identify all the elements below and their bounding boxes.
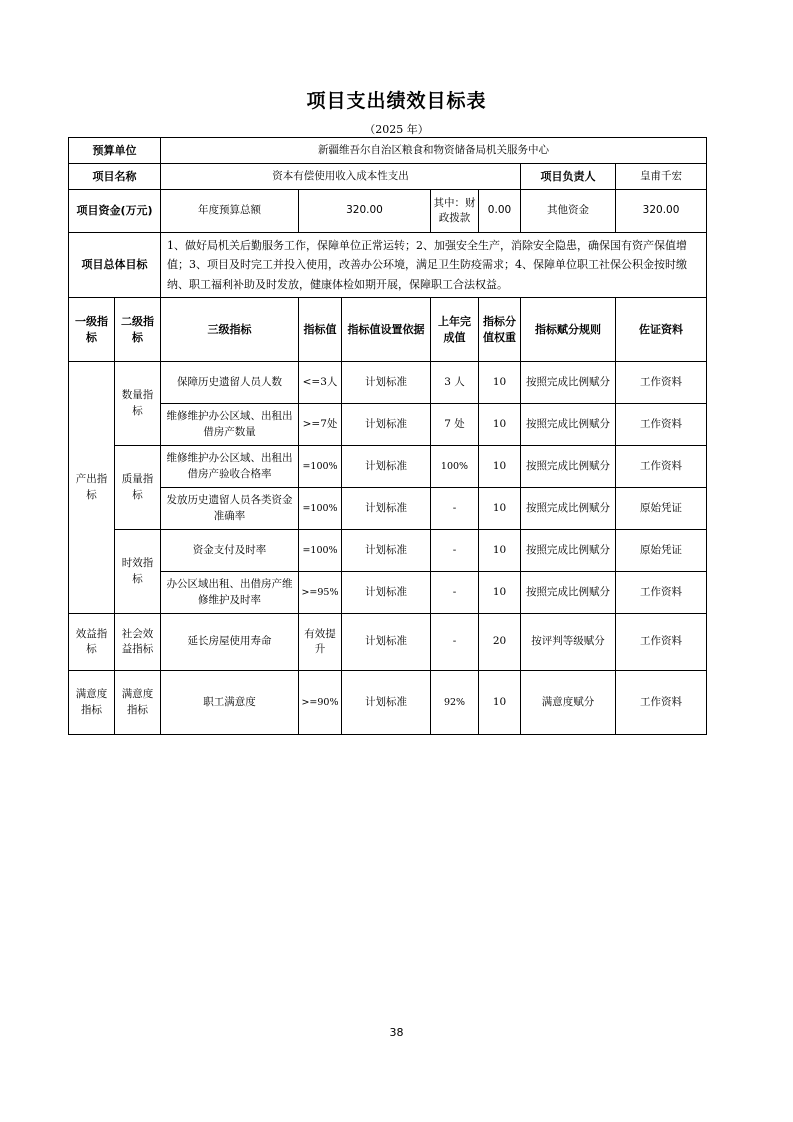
column-header-row xyxy=(69,298,707,362)
budget-unit-row xyxy=(69,138,707,164)
row-evidence: 工作资料 xyxy=(616,446,707,488)
row-basis: 计划标准 xyxy=(342,362,431,404)
fiscal-allocation-value: 0.00 xyxy=(479,190,521,233)
group-timeliness: 时效指标 xyxy=(115,530,161,614)
row-last-year: 100% xyxy=(431,446,479,488)
year-label: （2025 年） xyxy=(364,123,429,136)
other-funds-label: 其他资金 xyxy=(521,190,616,233)
row-basis: 计划标准 xyxy=(342,488,431,530)
budget-unit-label: 预算单位 xyxy=(69,138,161,164)
row-value: =100% xyxy=(299,530,342,572)
group-social-benefit: 社会效益指标 xyxy=(115,614,161,671)
project-name-label: 项目名称 xyxy=(69,164,161,190)
table-row xyxy=(69,404,707,446)
row-indicator: 延长房屋使用寿命 xyxy=(161,614,299,671)
row-basis: 计划标准 xyxy=(342,404,431,446)
page-title: 项目支出绩效目标表 xyxy=(306,90,487,112)
row-basis: 计划标准 xyxy=(342,572,431,614)
table-row xyxy=(69,362,707,404)
col-evidence: 佐证资料 xyxy=(616,298,707,362)
row-indicator: 维修维护办公区域、出租出借房产验收合格率 xyxy=(161,446,299,488)
table-row xyxy=(69,572,707,614)
row-weight: 10 xyxy=(479,404,521,446)
performance-table xyxy=(68,137,707,735)
overall-goal-label: 项目总体目标 xyxy=(69,233,161,298)
col-value: 指标值 xyxy=(299,298,342,362)
row-basis: 计划标准 xyxy=(342,446,431,488)
annual-budget-value: 320.00 xyxy=(299,190,431,233)
row-value: 有效提升 xyxy=(299,614,342,671)
group-satisfaction: 满意度指标 xyxy=(69,671,115,735)
row-rule: 满意度赋分 xyxy=(521,671,616,735)
page-number: 38 xyxy=(389,1026,404,1039)
row-value: =100% xyxy=(299,488,342,530)
row-evidence: 工作资料 xyxy=(616,671,707,735)
overall-goal-text: 1、做好局机关后勤服务工作，保障单位正常运转；2、加强安全生产，消除安全隐患，确保国有资产保值增值；3、项目及时完工并投入使用，改善办公环境，满足卫生防疫需求；4、保障单位职工社保公积金按时缴纳、职工福利补助及时发放，健康体检如期开展，保障职工合法权益。 xyxy=(161,233,707,298)
budget-unit-value: 新疆维吾尔自治区粮食和物资储备局机关服务中心 xyxy=(161,138,707,164)
table-row xyxy=(69,671,707,735)
col-level1: 一级指标 xyxy=(69,298,115,362)
responsible-label: 项目负责人 xyxy=(521,164,616,190)
row-indicator: 职工满意度 xyxy=(161,671,299,735)
other-funds-value: 320.00 xyxy=(616,190,707,233)
row-last-year: 92% xyxy=(431,671,479,735)
overall-goal-row xyxy=(69,233,707,298)
project-name-value: 资本有偿使用收入成本性支出 xyxy=(161,164,521,190)
col-basis: 指标值设置依据 xyxy=(342,298,431,362)
project-funds-row xyxy=(69,190,707,233)
row-evidence: 原始凭证 xyxy=(616,488,707,530)
table-row xyxy=(69,446,707,488)
row-last-year: - xyxy=(431,530,479,572)
row-weight: 10 xyxy=(479,572,521,614)
row-weight: 10 xyxy=(479,671,521,735)
row-value: =100% xyxy=(299,446,342,488)
row-indicator: 办公区域出租、出借房产维修维护及时率 xyxy=(161,572,299,614)
row-evidence: 原始凭证 xyxy=(616,530,707,572)
row-value: >=90% xyxy=(299,671,342,735)
responsible-value: 皇甫千宏 xyxy=(616,164,707,190)
col-last-year: 上年完成值 xyxy=(431,298,479,362)
row-evidence: 工作资料 xyxy=(616,614,707,671)
row-weight: 10 xyxy=(479,488,521,530)
row-indicator: 发放历史遗留人员各类资金准确率 xyxy=(161,488,299,530)
col-level3: 三级指标 xyxy=(161,298,299,362)
row-last-year: - xyxy=(431,572,479,614)
col-weight: 指标分值权重 xyxy=(479,298,521,362)
row-last-year: 3 人 xyxy=(431,362,479,404)
row-value: >=95% xyxy=(299,572,342,614)
row-rule: 按照完成比例赋分 xyxy=(521,572,616,614)
row-indicator: 保障历史遗留人员人数 xyxy=(161,362,299,404)
row-indicator: 维修维护办公区域、出租出借房产数量 xyxy=(161,404,299,446)
row-rule: 按照完成比例赋分 xyxy=(521,488,616,530)
group-quality: 质量指标 xyxy=(115,446,161,530)
row-value: <=3人 xyxy=(299,362,342,404)
group-quantity: 数量指标 xyxy=(115,362,161,446)
row-weight: 20 xyxy=(479,614,521,671)
fiscal-allocation-label: 其中：财政拨款 xyxy=(431,190,479,233)
project-name-row xyxy=(69,164,707,190)
row-rule: 按照完成比例赋分 xyxy=(521,446,616,488)
row-evidence: 工作资料 xyxy=(616,572,707,614)
group-satisfaction-sub: 满意度指标 xyxy=(115,671,161,735)
col-rule: 指标赋分规则 xyxy=(521,298,616,362)
row-weight: 10 xyxy=(479,530,521,572)
row-weight: 10 xyxy=(479,446,521,488)
col-level2: 二级指标 xyxy=(115,298,161,362)
row-value: >=7处 xyxy=(299,404,342,446)
row-evidence: 工作资料 xyxy=(616,404,707,446)
row-last-year: 7 处 xyxy=(431,404,479,446)
row-last-year: - xyxy=(431,488,479,530)
table-row xyxy=(69,530,707,572)
table-row xyxy=(69,488,707,530)
row-basis: 计划标准 xyxy=(342,614,431,671)
row-evidence: 工作资料 xyxy=(616,362,707,404)
row-rule: 按照完成比例赋分 xyxy=(521,530,616,572)
row-indicator: 资金支付及时率 xyxy=(161,530,299,572)
row-last-year: - xyxy=(431,614,479,671)
annual-budget-label: 年度预算总额 xyxy=(161,190,299,233)
group-benefit: 效益指标 xyxy=(69,614,115,671)
row-basis: 计划标准 xyxy=(342,671,431,735)
row-weight: 10 xyxy=(479,362,521,404)
group-output: 产出指标 xyxy=(69,362,115,614)
row-rule: 按照完成比例赋分 xyxy=(521,404,616,446)
project-funds-label: 项目资金(万元) xyxy=(69,190,161,233)
row-basis: 计划标准 xyxy=(342,530,431,572)
row-rule: 按评判等级赋分 xyxy=(521,614,616,671)
row-rule: 按照完成比例赋分 xyxy=(521,362,616,404)
table-row xyxy=(69,614,707,671)
